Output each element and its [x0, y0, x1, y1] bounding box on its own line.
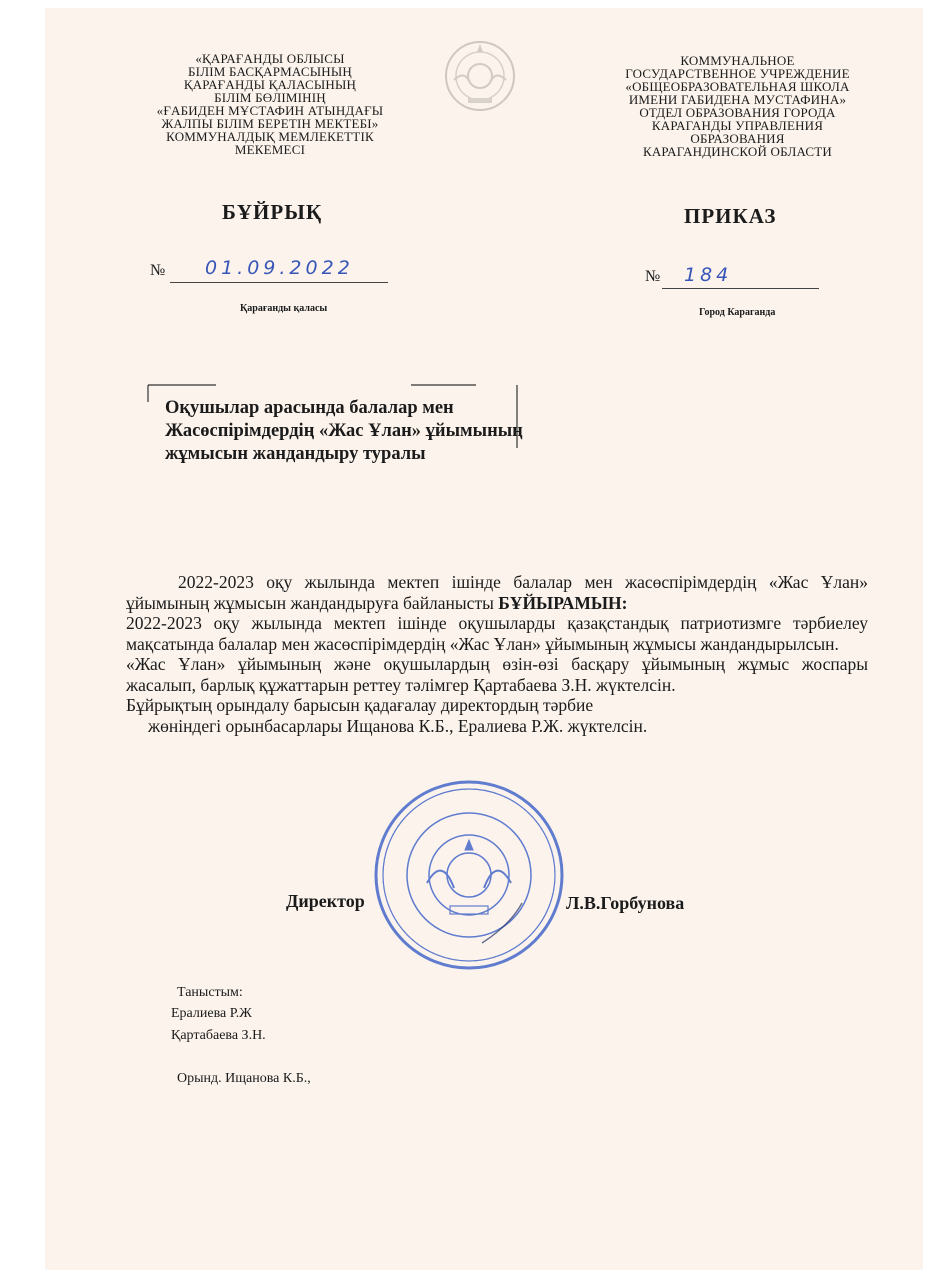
header-left-line: БІЛІМ БӨЛІМІНІҢ	[214, 90, 326, 105]
paragraph-4-line-1: Бұйрықтың орындалу барысын қадағалау директордың тәрбие	[126, 695, 594, 715]
header-right-line: ОБРАЗОВАНИЯ	[690, 131, 785, 146]
date-field	[150, 262, 165, 280]
header-right-line: ГОСУДАРСТВЕННОЕ УЧРЕЖДЕНИЕ	[625, 66, 850, 81]
number-sign: №	[150, 262, 166, 279]
order-title-kz: БҰЙРЫҚ	[222, 200, 323, 224]
header-left-line: БІЛІМ БАСҚАРМАСЫНЫҢ	[188, 64, 352, 79]
header-right-line: ИМЕНИ ГАБИДЕНА МУСТАФИНА»	[628, 92, 847, 107]
header-left-line: «ҚАРАҒАНДЫ ОБЛЫСЫ	[195, 51, 345, 66]
header-right-line: «ОБЩЕОБРАЗОВАТЕЛЬНАЯ ШКОЛА	[625, 79, 850, 94]
number-sign: №	[645, 268, 661, 285]
header-left-line: КОММУНАЛДЫҚ МЕМЛЕКЕТТІК	[166, 129, 374, 144]
handwritten-date: 01.09.2022	[205, 257, 354, 279]
header-right-line: КАРАГАНДИНСКОЙ ОБЛАСТИ	[642, 144, 833, 159]
order-keyword: БҰЙЫРАМЫН:	[498, 592, 628, 613]
header-left-kz	[125, 52, 415, 156]
ack-name-2: Қартабаева З.Н.	[171, 1028, 266, 1043]
signature-title: Директор	[286, 891, 365, 911]
header-right-line: КАРАГАНДЫ УПРАВЛЕНИЯ	[651, 118, 824, 133]
header-left-line: ЖАЛПЫ БІЛІМ БЕРЕТІН МЕКТЕБІ»	[161, 116, 379, 131]
paragraph-1	[126, 572, 868, 613]
header-right-ru	[600, 54, 875, 158]
date-underline	[170, 281, 388, 283]
order-subject: Оқушылар арасында балалар мен Жасөспірімдердің «Жас Ұлан» ұйымының жұмысын жандандыру туралы	[165, 398, 523, 464]
header-left-line: ҚАРАҒАНДЫ ҚАЛАСЫНЫҢ	[183, 77, 357, 92]
order-title-ru: ПРИКАЗ	[684, 204, 777, 228]
state-emblem-icon	[444, 40, 516, 112]
official-seal-stamp	[372, 778, 566, 972]
paragraph-1-text: 2022-2023 оқу жылында мектеп ішінде балалар мен жасөспірімдердің «Жас Ұлан» ұйымының жұмысын жандандыруға байланысты	[126, 572, 868, 613]
order-body	[126, 572, 868, 736]
executor-line: Орынд. Ищанова К.Б.,	[177, 1071, 311, 1086]
header-left-line: «ҒАБИДЕН МҰСТАФИН АТЫНДАҒЫ	[156, 103, 384, 118]
header-right-line: ОТДЕЛ ОБРАЗОВАНИЯ ГОРОДА	[639, 105, 836, 120]
paragraph-3: «Жас Ұлан» ұйымының және оқушылардың өзін-өзі басқару ұйымының жұмыс жоспары жасалып, барлық құжаттарын реттеу тәлімгер Қартабаева З.Н. жүктелсін.	[126, 654, 868, 695]
city-kz: Қарағанды қаласы	[240, 303, 328, 314]
ack-name-1: Ералиева Р.Ж	[171, 1006, 252, 1021]
header-left-line: МЕКЕМЕСІ	[234, 142, 306, 157]
paragraph-2: 2022-2023 оқу жылында мектеп ішінде оқушыларды қазақстандық патриотизмге тәрбиелеу мақсатында балалар мен жасөспірімдердің «Жас Ұлан» ұйымының жұмысы жандандырылсын.	[126, 613, 868, 654]
city-ru: Город Караганда	[699, 307, 776, 318]
handwritten-number: 184	[684, 264, 733, 286]
signature-name: Л.В.Горбунова	[566, 893, 685, 913]
number-field	[645, 268, 660, 286]
ack-label: Таныстым:	[177, 985, 243, 1000]
number-underline	[662, 287, 819, 289]
paragraph-4-line-2: жөніндегі орынбасарлары Ищанова К.Б., Ералиева Р.Ж. жүктелсін.	[148, 715, 648, 736]
header-right-line: КОММУНАЛЬНОЕ	[680, 53, 795, 68]
